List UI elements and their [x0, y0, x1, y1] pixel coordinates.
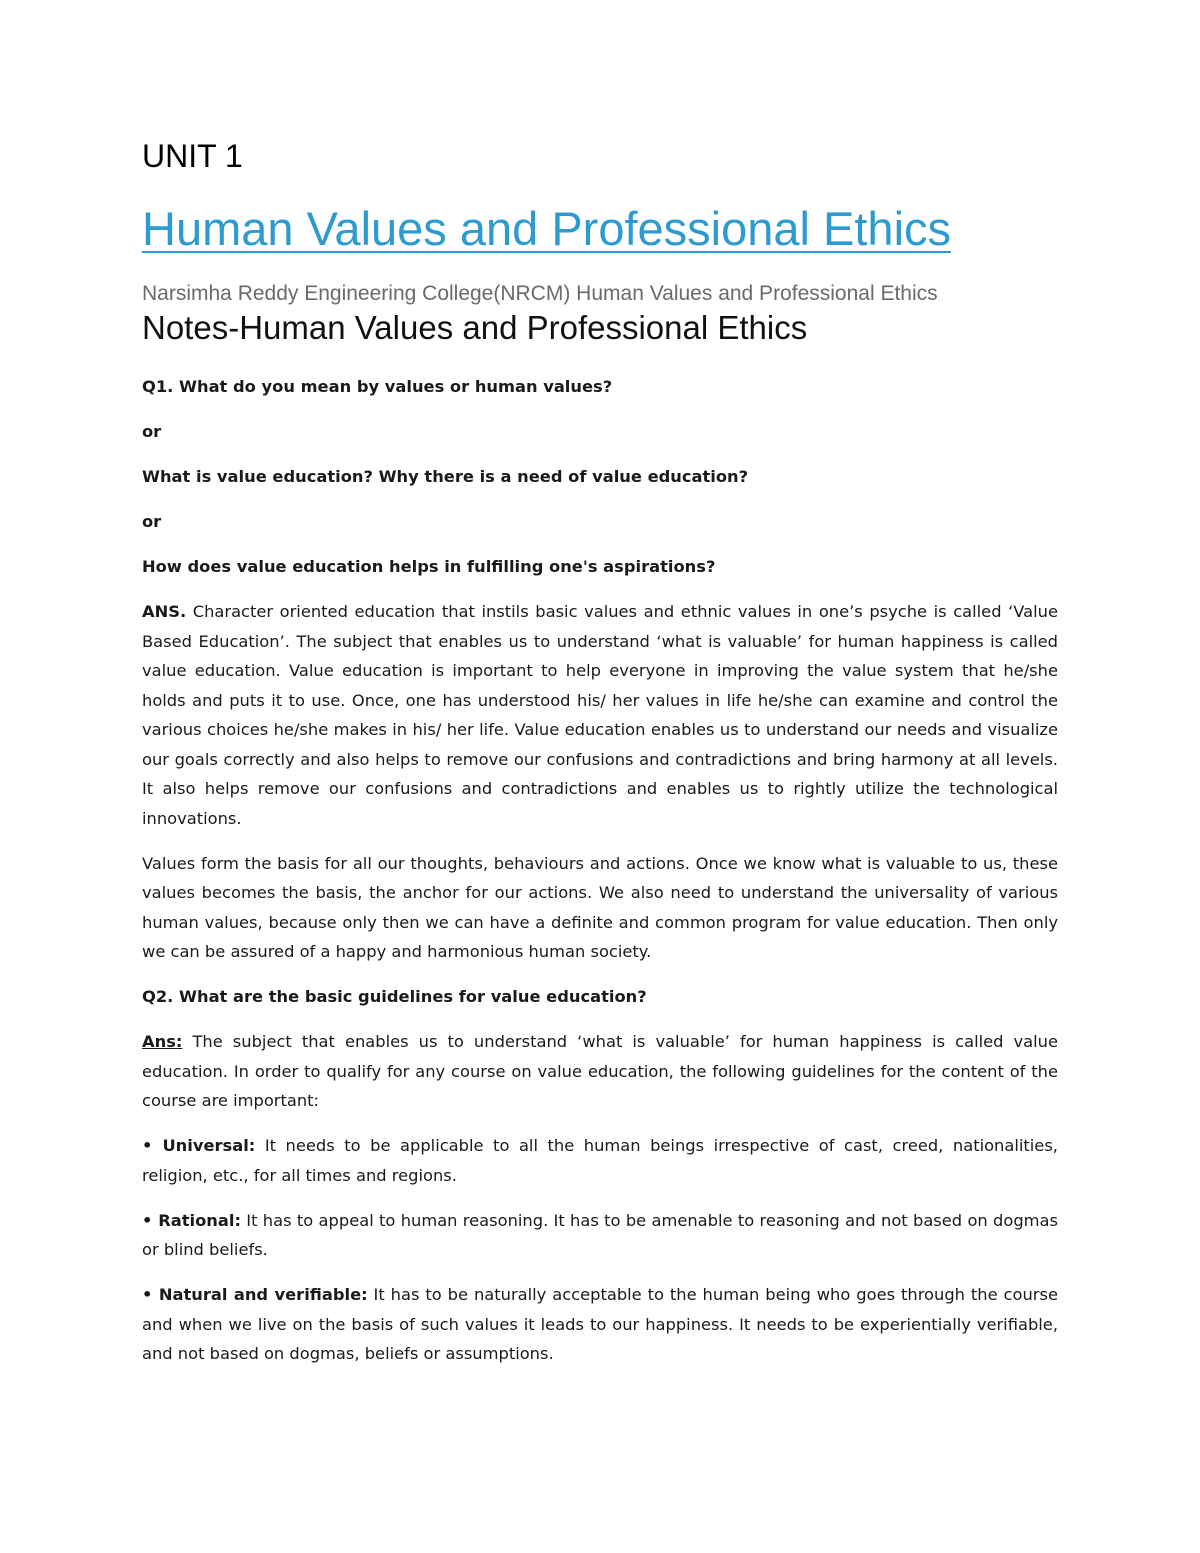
- answer-label: ANS.: [142, 602, 187, 621]
- bullet-icon: •: [142, 1285, 153, 1304]
- guideline-label: Natural and verifiable:: [152, 1285, 368, 1304]
- guideline-label: Universal:: [152, 1136, 256, 1155]
- guideline-label: Rational:: [152, 1210, 241, 1230]
- document-body: [142, 372, 1058, 1384]
- document-title-link[interactable]: Human Values and Professional Ethics: [142, 202, 952, 255]
- answer-1-paragraph-2: Values form the basis for all our thoughts, behaviours and actions. Once we know what is valuable to us, these values becomes the basis, the anchor for our actions. We also need to understand the universality of various human values, because only then we can have a definite and common program for value education. Then only we can be assured of a happy and harmonious human society.: [142, 853, 1058, 961]
- answer-1-paragraph: [142, 597, 1058, 833]
- guideline-item: [142, 1206, 1058, 1265]
- guideline-text: It has to appeal to human reasoning. It has to be amenable to reasoning and not based on dogmas or blind beliefs.: [142, 1210, 1058, 1259]
- bullet-icon: •: [142, 1210, 153, 1230]
- or-separator: or: [142, 422, 162, 441]
- guideline-text: It has to be naturally acceptable to the human being who goes through the course and when we live on the basis of such values it leads to our happiness. It needs to be experientially verifiable, and not based on dogmas, beliefs or assumptions.: [142, 1285, 1058, 1363]
- answer-text: Character oriented education that instils basic values and ethnic values in one’s psyche is called ‘Value Based Education’. The subject that enables us to understand ‘what is valuable’ for human happiness is called value education. Value education is important to help everyone in improving the value system that he/she holds and puts it to use. Once, one has understood his/ her values in life he/she can examine and control the various choices he/she makes in his/ her life. Value education enables us to understand our needs and visualize our goals correctly and also helps to remove our confusions and contradictions and bring harmony at all levels. It also helps remove our confusions and contradictions and enables us to rightly utilize the technological innovations.: [142, 602, 1058, 828]
- document-subtitle: Narsimha Reddy Engineering College(NRCM) Human Values and Professional Ethics: [142, 282, 938, 305]
- guideline-item: [142, 1131, 1058, 1190]
- question-2: Q2. What are the basic guidelines for value education?: [142, 987, 647, 1006]
- question-1: Q1. What do you mean by values or human values?: [142, 377, 613, 396]
- or-separator: or: [142, 512, 162, 531]
- guideline-item: [142, 1280, 1058, 1369]
- question-1-alternative: What is value education? Why there is a need of value education?: [142, 467, 749, 486]
- answer-2-paragraph: [142, 1027, 1058, 1116]
- bullet-icon: •: [142, 1136, 153, 1155]
- notes-heading: Notes-Human Values and Professional Ethics: [142, 309, 808, 346]
- unit-heading: UNIT 1: [142, 138, 243, 174]
- answer-text: The subject that enables us to understand ‘what is valuable’ for human happiness is called value education. In order to qualify for any course on value education, the following guidelines for the content of the course are important:: [142, 1032, 1058, 1110]
- guideline-text: It needs to be applicable to all the human beings irrespective of cast, creed, nationalities, religion, etc., for all times and regions.: [142, 1136, 1058, 1185]
- answer-label: Ans:: [142, 1032, 183, 1051]
- question-1-alternative: How does value education helps in fulfilling one's aspirations?: [142, 557, 716, 576]
